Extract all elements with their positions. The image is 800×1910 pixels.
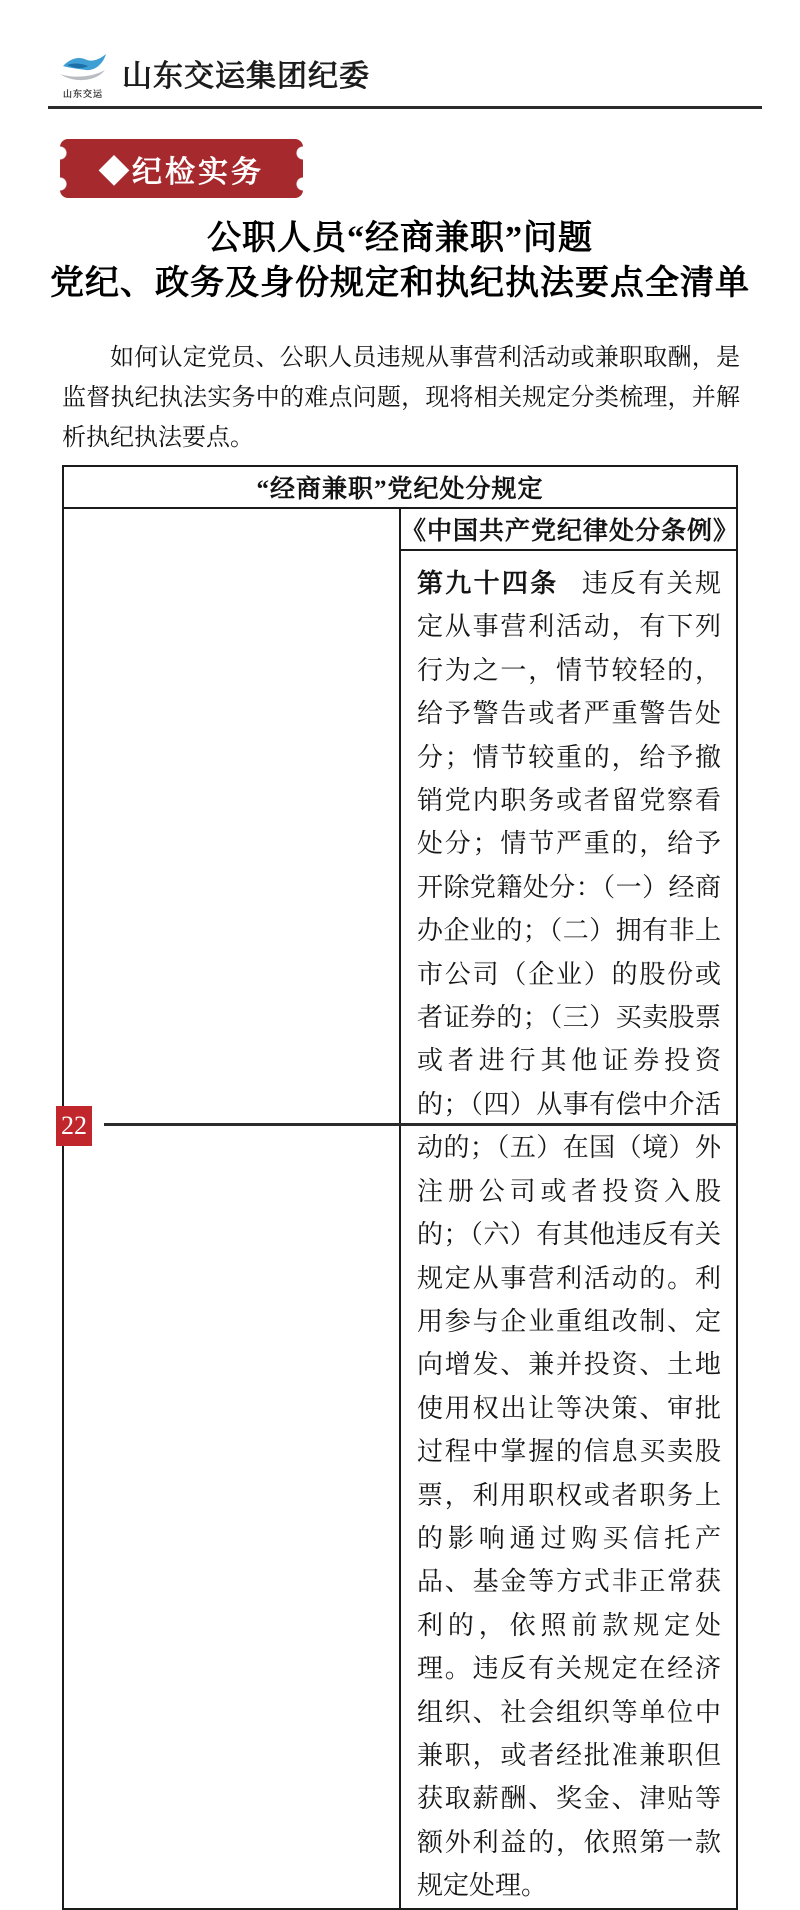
section-badge bbox=[60, 139, 303, 198]
table-body-cell bbox=[400, 550, 737, 1909]
table-side-cell bbox=[63, 508, 400, 1909]
article-body-text: 违反有关规定从事营利活动，有下列行为之一，情节较轻的，给予警告或者严重警告处分；情节较重的，给予撤销党内职务或者留党察看处分；情节严重的，给予开除党籍处分：（一）经商办企业的；（二）拥有非上市公司（企业）的股份或者证券的；（三）买卖股票或者进行其他证券投资的；（四）从事有偿中介活动的；（五）在国（境）外注册公司或者投资入股的；（六）有其他违反有关规定从事营利活动的。利用参与企业重组改制、定向增发、兼并投资、土地使用权出让等决策、审批过程中掌握的信息买卖股票，利用职权或者职务上的影响通过购买信托产品、基金等方式非正常获利的，依照前款规定处理。违反有关规定在经济组织、社会组织等单位中兼职，或者经批准兼职但获取薪酬、奖金、津贴等额外利益的，依照第一款规定处理。 bbox=[417, 569, 721, 1901]
article-number-label: 第九十四条 bbox=[417, 569, 559, 598]
page-number-badge: 22 bbox=[56, 1106, 92, 1146]
regulation-table bbox=[62, 465, 738, 1910]
brand-row bbox=[48, 52, 762, 100]
brand-title: 山东交运集团纪委 bbox=[122, 59, 370, 93]
article-title-line1: 公职人员“经商兼职”问题 bbox=[207, 220, 593, 257]
table-subheader-cell: 《中国共产党纪律处分条例》 bbox=[400, 508, 737, 550]
logo-caption: 山东交运 bbox=[62, 89, 103, 99]
table-row bbox=[63, 508, 737, 550]
article-title bbox=[40, 216, 760, 306]
header-divider bbox=[48, 106, 762, 109]
footer-divider bbox=[104, 1123, 738, 1126]
page-header bbox=[48, 52, 762, 100]
article-title-line2: 党纪、政务及身份规定和执纪执法要点全清单 bbox=[50, 265, 750, 302]
table-row bbox=[63, 466, 737, 508]
section-badge-label: ◆纪检实务 bbox=[99, 155, 264, 189]
intro-paragraph: 如何认定党员、公职人员违规从事营利活动或兼职取酬，是监督执纪执法实务中的难点问题，现将相关规定分类梳理，并解析执纪执法要点。 bbox=[62, 345, 740, 451]
company-logo bbox=[54, 52, 112, 100]
table-header-cell: “经商兼职”党纪处分规定 bbox=[63, 466, 737, 508]
bird-swoosh-icon bbox=[57, 52, 109, 86]
